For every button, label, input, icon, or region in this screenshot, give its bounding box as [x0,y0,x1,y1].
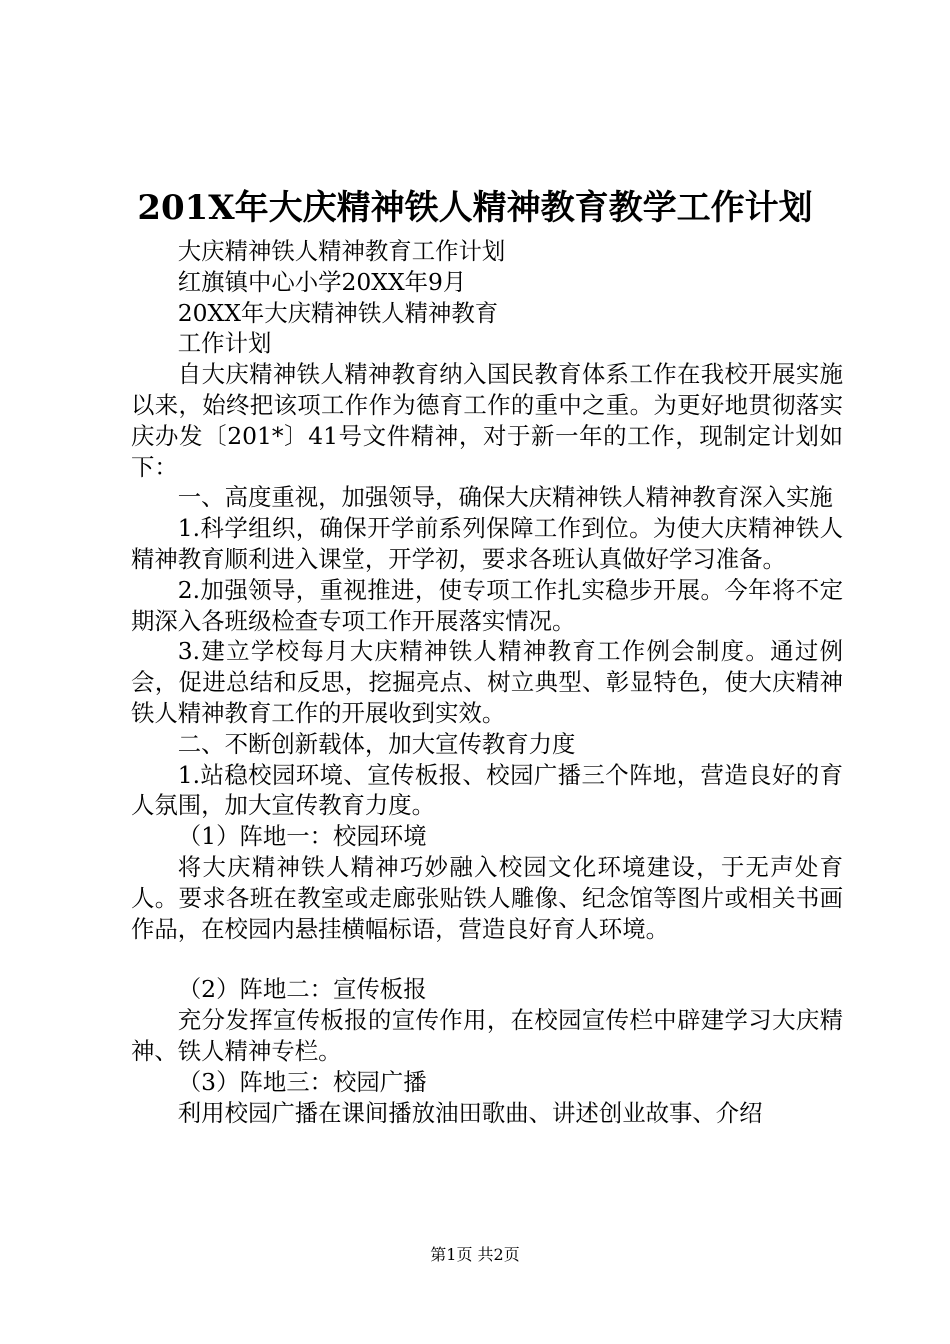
paragraph: 20XX年大庆精神铁人精神教育 [177,298,499,327]
subsection-heading: （3）阵地三：校园广播 [177,1067,427,1096]
paragraph: 1.科学组织，确保开学前系列保障工作到位。为使大庆精神铁人精神教育顺利进入课堂，开学初，要求各班认真做好学习准备。 [131,514,843,573]
paragraph: 2.加强领导，重视推进，使专项工作扎实稳步开展。今年将不定期深入各班级检查专项工作开展落实情况。 [131,575,843,635]
subsection-heading: （1）阵地一：校园环境 [177,822,427,851]
page-footer: 第1页 共2页 [430,1245,520,1264]
paragraph: 充分发挥宣传板报的宣传作用，在校园宣传栏中辟建学习大庆精神、铁人精神专栏。 [131,1006,843,1065]
paragraph: 红旗镇中心小学20XX年9月 [177,267,467,296]
section-heading: 二、不断创新载体，加大宣传教育力度 [177,729,576,758]
subsection-heading: （2）阵地二：宣传板报 [177,975,427,1004]
paragraph: 自大庆精神铁人精神教育纳入国民教育体系工作在我校开展实施以来，始终把该项工作作为德育工作的重中之重。为更好地贯彻落实庆办发〔201*〕41号文件精神，对于新一年的工作，现制定计划如下： [131,360,843,481]
paragraph: 大庆精神铁人精神教育工作计划 [177,237,506,265]
paragraph: 1.站稳校园环境、宣传板报、校园广播三个阵地，营造良好的育人氛围，加大宣传教育力度。 [131,760,843,820]
paragraph: 3.建立学校每月大庆精神铁人精神教育工作例会制度。通过例会，促进总结和反思，挖掘亮点、树立典型、彰显特色，使大庆精神铁人精神教育工作的开展收到实效。 [131,637,843,727]
document-title: 201X年大庆精神铁人精神教育教学工作计划 [137,188,813,228]
paragraph: 将大庆精神铁人精神巧妙融入校园文化环境建设，于无声处育人。要求各班在教室或走廊张贴铁人雕像、纪念馆等图片或相关书画作品，在校园内悬挂横幅标语，营造良好育人环境。 [131,852,843,943]
document-body [131,236,843,1128]
paragraph: 利用校园广播在课间播放油田歌曲、讲述创业故事、介绍 [177,1098,763,1127]
section-heading: 一、高度重视，加强领导，确保大庆精神铁人精神教育深入实施 [177,483,833,512]
paragraph: 工作计划 [177,329,272,358]
